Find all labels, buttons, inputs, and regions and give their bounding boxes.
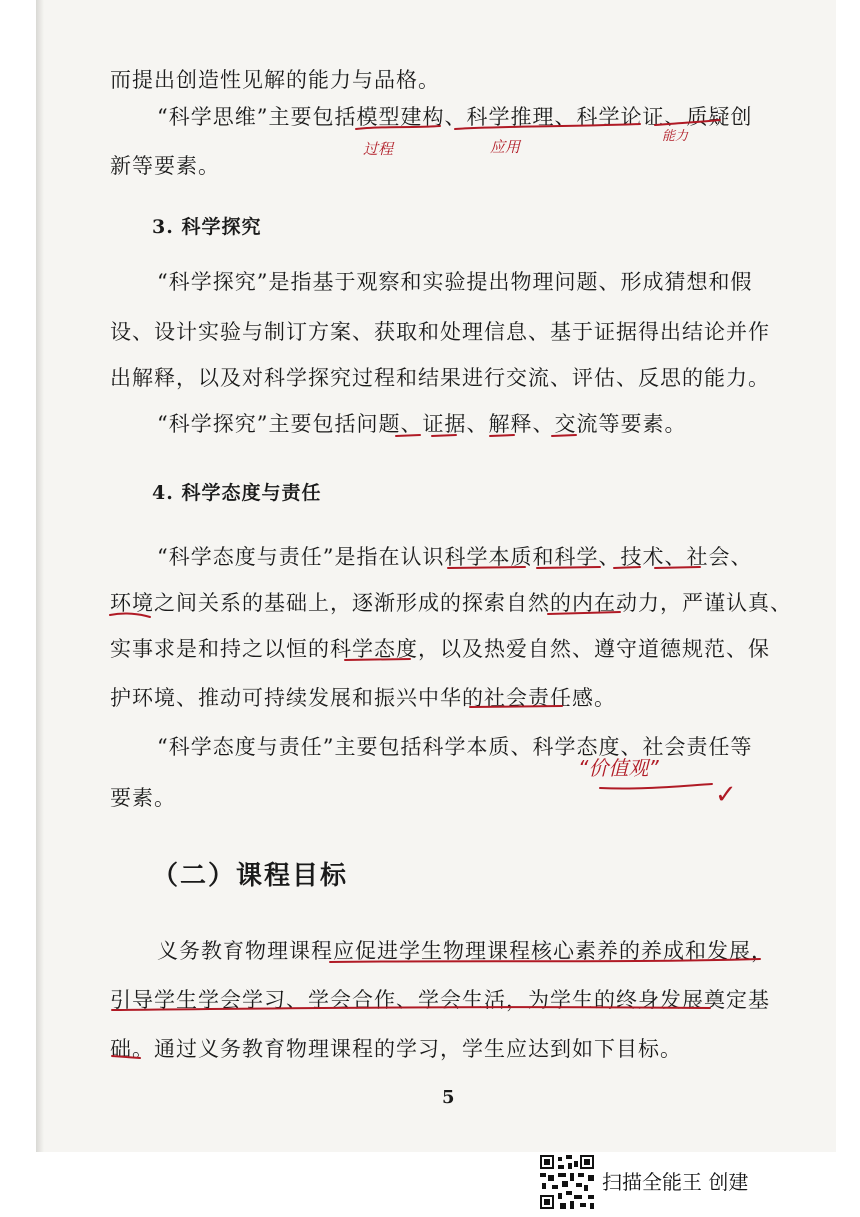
- text-line: “科学探究”主要包括问题、证据、解释、交流等要素。: [157, 412, 687, 436]
- text-line: “科学态度与责任”主要包括科学本质、科学态度、社会责任等: [157, 735, 753, 759]
- text-line: 护环境、推动可持续发展和振兴中华的社会责任感。: [110, 686, 616, 710]
- page-edge-shadow: [36, 0, 44, 1152]
- text-line: 设、设计实验与制订方案、获取和处理信息、基于证据得出结论并作: [110, 320, 770, 344]
- qr-code-icon: [540, 1155, 594, 1209]
- subsection-heading: 4. 科学态度与责任: [152, 482, 322, 504]
- checkmark-icon: ✓: [715, 780, 737, 810]
- text-line: 而提出创造性见解的能力与品格。: [110, 68, 440, 92]
- page-number: 5: [442, 1087, 456, 1108]
- text-line: 义务教育物理课程应促进学生物理课程核心素养的养成和发展，: [157, 939, 773, 963]
- text-line: “科学探究”是指基于观察和实验提出物理问题、形成猜想和假: [157, 270, 753, 294]
- handwritten-note: “价值观”: [578, 756, 659, 780]
- text-line: 新等要素。: [110, 154, 220, 178]
- text-line: “科学思维”主要包括模型建构、科学推理、科学论证、质疑创: [157, 105, 753, 129]
- handwritten-note: 能力: [662, 129, 689, 144]
- text-line: 要素。: [110, 786, 176, 810]
- subsection-heading: 3. 科学探究: [152, 216, 262, 238]
- handwritten-note: 过程: [363, 140, 394, 158]
- text-line: 出解释，以及对科学探究过程和结果进行交流、评估、反思的能力。: [110, 366, 770, 390]
- text-line: “科学态度与责任”是指在认识科学本质和科学、技术、社会、: [157, 545, 753, 569]
- text-line: 础。通过义务教育物理课程的学习，学生应达到如下目标。: [110, 1037, 682, 1061]
- text-line: 引导学生学会学习、学会合作、学会生活，为学生的终身发展奠定基: [110, 988, 770, 1012]
- scanner-watermark-text: 扫描全能王 创建: [602, 1170, 749, 1194]
- section-title: （二）课程目标: [152, 861, 349, 891]
- handwritten-note: 应用: [490, 138, 521, 156]
- text-line: 环境之间关系的基础上，逐渐形成的探索自然的内在动力，严谨认真、: [110, 591, 792, 615]
- text-line: 实事求是和持之以恒的科学态度，以及热爱自然、遵守道德规范、保: [110, 637, 770, 661]
